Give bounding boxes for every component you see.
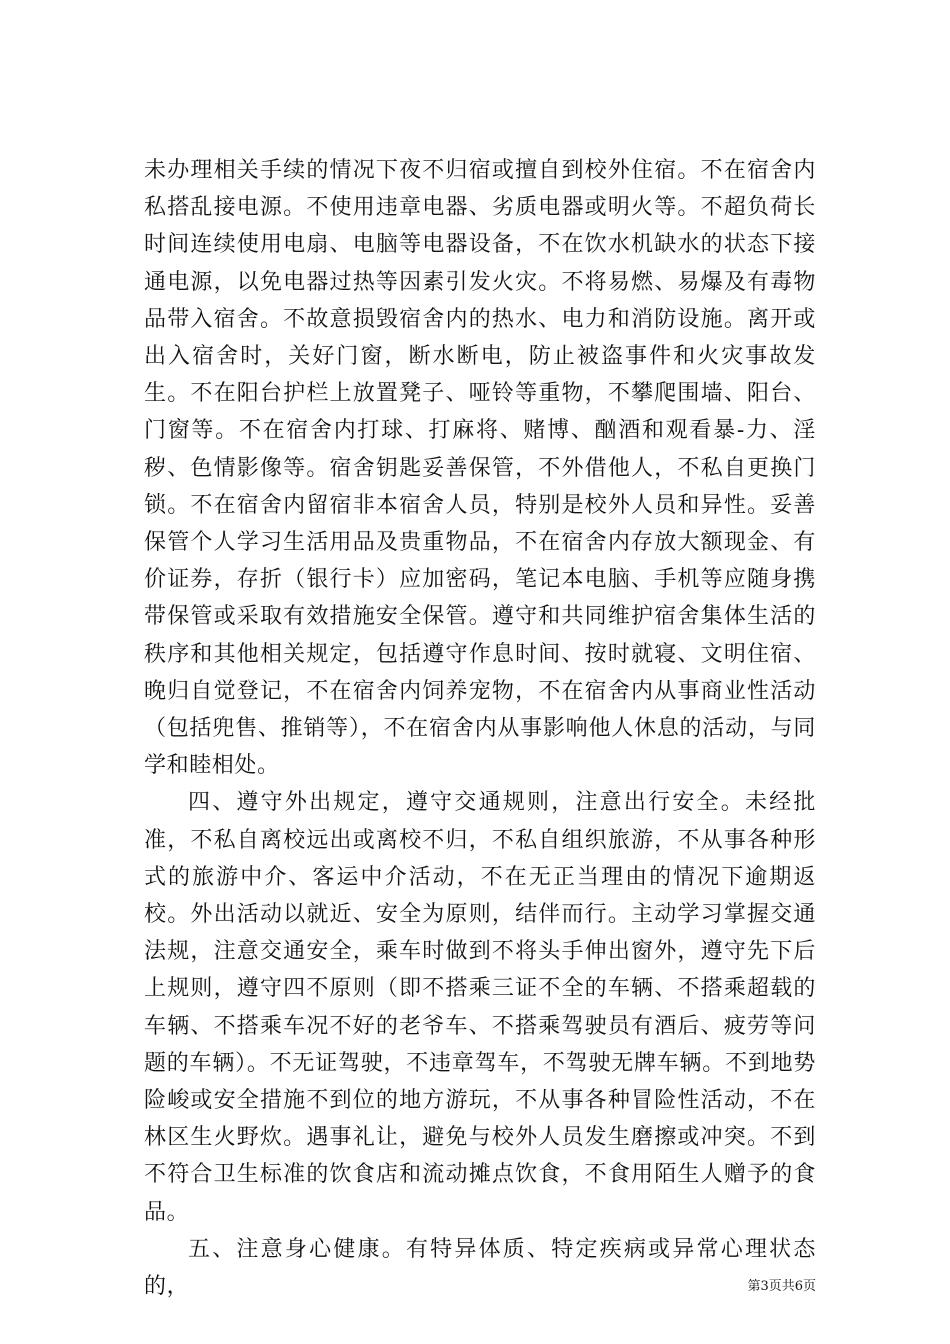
paragraph-dormitory-rules: 未办理相关手续的情况下夜不归宿或擅自到校外住宿。不在宿舍内私搭乱接电源。不使用违章电器、劣质电器或明火等。不超负荷长时间连续使用电扇、电脑等电器设备，不在饮水机缺水的状态下接通电源，以免电器过热等因素引发火灾。不将易燃、易爆及有毒物品带入宿舍。不故意损毁宿舍内的热水、电力和消防设施。离开或出入宿舍时，关好门窗，断水断电，防止被盗事件和火灾事故发生。不在阳台护栏上放置凳子、哑铃等重物，不攀爬围墙、阳台、门窗等。不在宿舍内打球、打麻将、赌博、酗酒和观看暴-力、淫秽、色情影像等。宿舍钥匙妥善保管，不外借他人，不私自更换门锁。不在宿舍内留宿非本宿舍人员，特别是校外人员和异性。妥善保管个人学习生活用品及贵重物品，不在宿舍内存放大额现金、有价证券，存折（银行卡）应加密码，笔记本电脑、手机等应随身携带保管或采取有效措施安全保管。遵守和共同维护宿舍集体生活的秩序和其他相关规定，包括遵守作息时间、按时就寝、文明住宿、晚归自觉登记，不在宿舍内饲养宠物，不在宿舍内从事商业性活动（包括兜售、推销等），不在宿舍内从事影响他人休息的活动，与同学和睦相处。 (144, 158, 816, 779)
paragraph-travel-rules: 四、遵守外出规定，遵守交通规则，注意出行安全。未经批准，不私自离校远出或离校不归，不私自组织旅游，不从事各种形式的旅游中介、客运中介活动，不在无正当理由的情况下逾期返校。外出活动以就近、安全为原则，结伴而行。主动学习掌握交通法规，注意交通安全，乘车时做到不将头手伸出窗外，遵守先下后上规则，遵守四不原则（即不搭乘三证不全的车辆、不搭乘超载的车辆、不搭乘车况不好的老爷车、不搭乘驾驶员有酒后、疲劳等问题的车辆）。不无证驾驶，不违章驾车，不驾驶无牌车辆。不到地势险峻或安全措施不到位的地方游玩，不从事各种冒险性活动，不在林区生火野炊。遇事礼让，避免与校外人员发生磨擦或冲突。不到不符合卫生标准的饮食店和流动摊点饮食，不食用陌生人赠予的食品。 (144, 790, 816, 1225)
page-number: 第3页共6页 (747, 1279, 816, 1294)
document-body (144, 152, 816, 1305)
paragraph-health-rules: 五、注意身心健康。有特异体质、特定疾病或异常心理状态的， (144, 1236, 816, 1300)
